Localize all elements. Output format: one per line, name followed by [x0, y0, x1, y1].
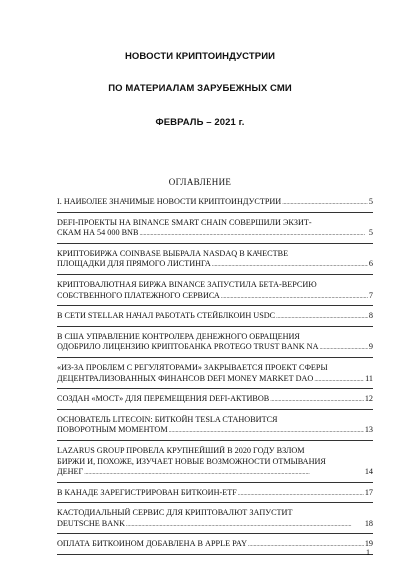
toc-dot-leader: [282, 197, 368, 209]
toc-dot-leader: [212, 259, 368, 271]
toc-entry[interactable]: [57, 332, 373, 358]
toc-entry-title: СОЗДАН «МОСТ» ДЛЯ ПЕРЕМЕЩЕНИЯ DEFI-АКТИВОВ: [57, 394, 270, 404]
toc-entry-title: ДЕНЕГ: [57, 467, 84, 477]
toc-dot-leader: [248, 539, 364, 551]
toc-entry-line: [57, 467, 373, 479]
toc-entry-page: 6: [368, 259, 373, 269]
toc-dot-leader: [270, 394, 364, 406]
toc-entry-line: [57, 425, 373, 437]
toc-entry[interactable]: [57, 280, 373, 306]
toc-dot-leader: [320, 342, 368, 354]
toc-entry-line: [57, 508, 373, 519]
toc-entry-line: [57, 311, 373, 323]
toc-entry-page: 13: [364, 425, 373, 435]
toc-entry-page: 5: [368, 228, 373, 238]
toc-entry[interactable]: [57, 363, 373, 389]
toc-entry-line: [57, 539, 373, 551]
toc-entry-title: LAZARUS GROUP ПРОВЕЛА КРУПНЕЙШИЙ В 2020 ГОДУ ВЗЛОМ: [57, 445, 305, 455]
toc-entry-title: В США УПРАВЛЕНИЕ КОНТРОЛЕРА ДЕНЕЖНОГО ОБРАЩЕНИЯ: [57, 331, 300, 341]
toc-entry-line: [57, 249, 373, 260]
toc-entry[interactable]: [57, 446, 373, 483]
toc-entry-line: [57, 415, 373, 426]
toc-entry[interactable]: [57, 197, 373, 213]
toc-entry-line: [57, 374, 373, 386]
toc-entry-title: ПОВОРОТНЫМ МОМЕНТОМ: [57, 425, 168, 435]
toc-entry-page: 12: [364, 394, 373, 404]
toc-dot-leader: [238, 488, 364, 500]
table-of-contents: [57, 197, 373, 560]
toc-entry-title: I. НАИБОЛЕЕ ЗНАЧИМЫЕ НОВОСТИ КРИПТОИНДУСТРИИ: [57, 197, 282, 206]
toc-entry[interactable]: [57, 539, 373, 555]
toc-entry-line: [57, 457, 373, 468]
toc-entry-page: 17: [364, 487, 373, 497]
toc-entry-line: [57, 228, 373, 240]
toc-entry-line: [57, 197, 373, 209]
toc-dot-leader: [276, 311, 368, 323]
toc-entry-title: «ИЗ-ЗА ПРОБЛЕМ С РЕГУЛЯТОРАМИ» ЗАКРЫВАЕТСЯ ПРОЕКТ СФЕРЫ: [57, 362, 328, 372]
header-date-line: ФЕВРАЛЬ – 2021 г.: [155, 117, 245, 128]
toc-entry[interactable]: [57, 249, 373, 275]
toc-entry[interactable]: [57, 488, 373, 504]
toc-entry-page: 18: [364, 518, 373, 528]
toc-entry-line: [57, 280, 373, 291]
toc-entry-title: СКАМ НА 54 000 BNB: [57, 228, 139, 238]
toc-entry-line: [57, 394, 373, 406]
toc-dot-leader: [169, 425, 364, 437]
toc-entry-title: В СЕТИ STELLAR НАЧАЛ РАБОТАТЬ СТЕЙБЛКОИН USDC: [57, 311, 276, 321]
toc-entry-line: [57, 363, 373, 374]
toc-entry-line: [57, 519, 373, 531]
toc-entry-title: В КАНАДЕ ЗАРЕГИСТРИРОВАН БИТКОИН-ETF: [57, 487, 237, 497]
toc-dot-leader: [314, 374, 364, 386]
toc-entry-line: [57, 332, 373, 343]
toc-entry-title: ОДОБРИЛО ЛИЦЕНЗИЮ КРИПТОБАНКА PROTEGO TRUST BANK NA: [57, 342, 319, 352]
header-title-line-2: ПО МАТЕРИАЛАМ ЗАРУБЕЖНЫХ СМИ: [108, 83, 292, 94]
toc-entry-title: DEUTSCHE BANK: [57, 518, 126, 528]
toc-entry-page: 8: [368, 311, 373, 321]
toc-entry-title: СОБСТВЕННОГО ПЛАТЕЖНОГО СЕРВИСА: [57, 290, 220, 300]
toc-entry-page: 19: [364, 539, 373, 549]
toc-entry-line: [57, 488, 373, 500]
toc-entry-title: DEFI-ПРОЕКТЫ НА BINANCE SMART CHAIN СОВЕРШИЛИ ЭКЗИТ-: [57, 217, 312, 227]
toc-dot-leader: [221, 291, 368, 303]
toc-dot-leader: [126, 519, 364, 531]
toc-entry-line: [57, 259, 373, 271]
toc-entry-title: ПЛОЩАДКИ ДЛЯ ПРЯМОГО ЛИСТИНГА: [57, 259, 211, 269]
toc-entry[interactable]: [57, 218, 373, 244]
page-number: 1: [366, 548, 370, 557]
toc-entry-title: ОПЛАТА БИТКОИНОМ ДОБАВЛЕНА В APPLE PAY: [57, 539, 248, 549]
toc-entry-line: [57, 218, 373, 229]
toc-entry-page: 11: [365, 373, 373, 383]
toc-entry-page: 7: [368, 290, 373, 300]
toc-entry-line: [57, 291, 373, 303]
toc-entry[interactable]: [57, 415, 373, 441]
toc-entry-title: ДЕЦЕНТРАЛИЗОВАННЫХ ФИНАНСОВ DEFI MONEY MARKET DAO: [57, 373, 314, 383]
toc-dot-leader: [84, 467, 364, 479]
toc-entry-title: КРИПТОВАЛЮТНАЯ БИРЖА BINANCE ЗАПУСТИЛА БЕТА-ВЕРСИЮ: [57, 279, 317, 289]
toc-entry-page: 5: [368, 197, 373, 206]
toc-entry[interactable]: [57, 508, 373, 534]
toc-entry-title: КРИПТОБИРЖА COINBASE ВЫБРАЛА NASDAQ В КАЧЕСТВЕ: [57, 248, 289, 258]
toc-entry-title: КАСТОДИАЛЬНЫЙ СЕРВИС ДЛЯ КРИПТОВАЛЮТ ЗАПУСТИТ: [57, 508, 293, 518]
toc-entry[interactable]: [57, 311, 373, 327]
toc-entry-page: 14: [364, 467, 373, 477]
header-title-line-1: НОВОСТИ КРИПТОИНДУСТРИИ: [124, 51, 276, 62]
toc-heading: ОГЛАВЛЕНИЕ: [168, 177, 232, 187]
toc-entry[interactable]: [57, 394, 373, 410]
toc-entry-page: 9: [368, 342, 373, 352]
toc-dot-leader: [139, 228, 367, 240]
toc-entry-line: [57, 446, 373, 457]
toc-entry-title: ОСНОВАТЕЛЬ LITECOIN: БИТКОЙН TESLA СТАНОВИТСЯ: [57, 414, 278, 424]
toc-entry-line: [57, 342, 373, 354]
toc-entry-title: БИРЖИ И, ПОХОЖЕ, ИЗУЧАЕТ НОВЫЕ ВОЗМОЖНОСТИ ОТМЫВАНИЯ: [57, 456, 326, 466]
